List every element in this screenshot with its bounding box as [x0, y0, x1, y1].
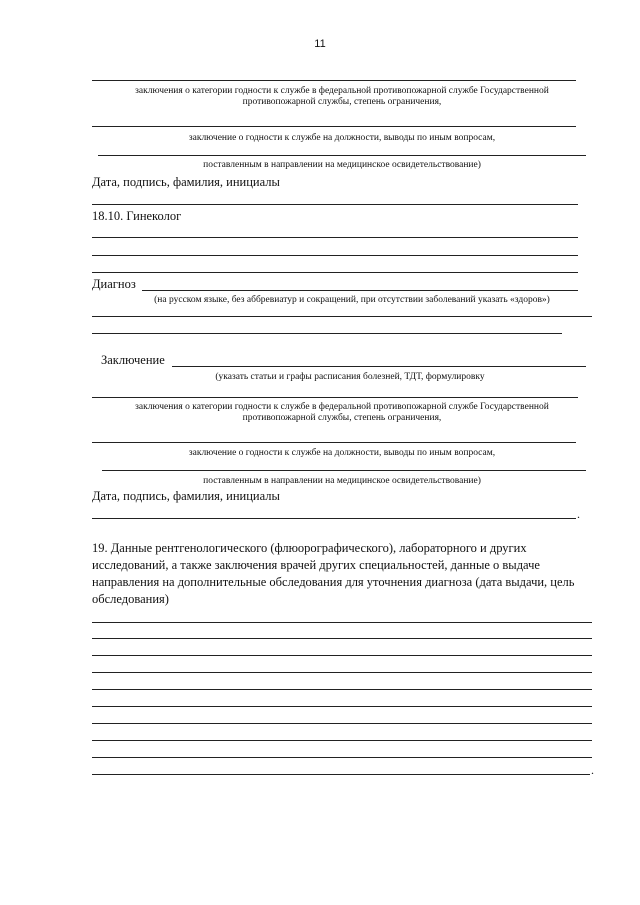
fill-line	[92, 757, 592, 758]
diagnosis-line	[142, 290, 578, 291]
conclusion-label: Заключение	[101, 353, 165, 367]
fill-line	[92, 706, 592, 707]
fill-line	[92, 723, 592, 724]
end-mark: .	[577, 507, 580, 521]
fill-line	[92, 316, 592, 317]
note-duties: заключение о годности к службе на должности, выводы по иным вопросам,	[188, 133, 496, 143]
signature-label: Дата, подпись, фамилия, инициалы	[92, 489, 280, 503]
signature-line	[92, 518, 576, 519]
fill-line	[92, 774, 590, 775]
note-referral: поставленным в направлении на медицинское освидетельствование)	[203, 160, 481, 170]
note-referral: поставленным в направлении на медицинское освидетельствование)	[203, 476, 481, 486]
fill-line	[102, 470, 586, 471]
fill-line	[92, 237, 578, 238]
note-category: заключения о категории годности к службе в федеральной противопожарной службе Государственной противопожарной службы, степень ограничения,	[135, 86, 549, 107]
fill-line	[92, 272, 578, 273]
fill-line	[92, 672, 592, 673]
fill-line	[92, 655, 592, 656]
section-heading-gynecologist: 18.10. Гинеколог	[92, 209, 182, 223]
diagnosis-note: (на русском языке, без аббревиатур и сокращений, при отсутствии заболеваний указать «здоров»)	[154, 295, 550, 305]
fill-line	[92, 622, 592, 623]
conclusion-line	[172, 366, 586, 367]
fill-line	[92, 126, 576, 127]
page-number: 11	[314, 38, 326, 50]
fill-line	[92, 80, 576, 81]
diagnosis-label: Диагноз	[92, 277, 136, 291]
section-19-text: 19. Данные рентгенологического (флюорографического), лабораторного и других исследований, а также заключения врачей других специальностей, данные о выдаче направления на дополнительные обследования для уточнения диагноза (дата выдачи, цель обследования)	[92, 541, 575, 606]
end-mark: .	[591, 763, 594, 777]
fill-line	[98, 155, 586, 156]
fill-line	[92, 689, 592, 690]
fill-line	[92, 397, 578, 398]
conclusion-note: (указать статьи и графы расписания болезней, ТДТ, формулировку	[215, 372, 485, 382]
fill-line	[92, 638, 592, 639]
signature-line	[92, 204, 578, 205]
fill-line	[92, 442, 576, 443]
fill-line	[92, 333, 562, 334]
fill-line	[92, 255, 578, 256]
fill-line	[92, 740, 592, 741]
signature-label: Дата, подпись, фамилия, инициалы	[92, 175, 280, 189]
note-duties: заключение о годности к службе на должности, выводы по иным вопросам,	[188, 448, 496, 458]
note-category: заключения о категории годности к службе в федеральной противопожарной службе Государственной противопожарной службы, степень ограничения,	[135, 402, 549, 423]
